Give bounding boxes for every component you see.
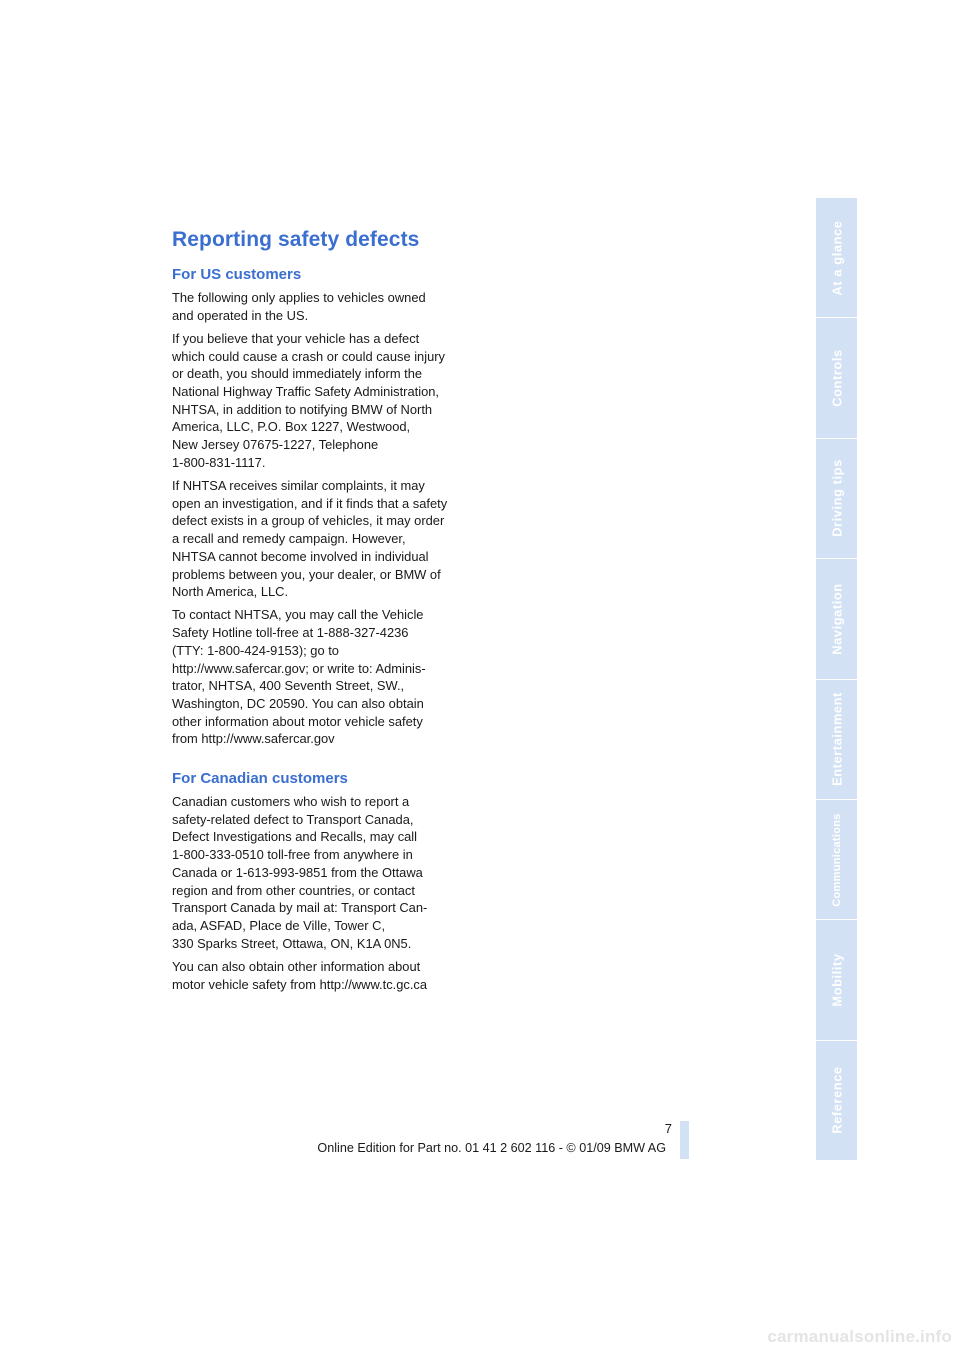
tab-entertainment[interactable] bbox=[816, 680, 857, 800]
tab-label: At a glance bbox=[829, 220, 844, 296]
watermark: carmanualsonline.info bbox=[767, 1327, 952, 1346]
tab-at-a-glance[interactable] bbox=[816, 198, 857, 318]
paragraph: You can also obtain other information about motor vehicle safety from http://www.tc.gc.ca bbox=[172, 958, 428, 992]
tab-label: Communications bbox=[830, 812, 843, 907]
paragraph: Canadian customers who wish to report a safety-related defect to Transport Canada, Defect Investigations and Recalls, may call 1-800-333-0510 toll-free from anywhere in Canada or 1-613-993-9851 from the Ottawa region and from other countries, or contact Transport Canada by mail at: Transport Can- ada, ASFAD, Place de Ville, Tower C, 330 Sparks Street, Ottawa, ON, K1A 0N5. bbox=[172, 794, 428, 951]
footer-edition: Online Edition for Part no. 01 41 2 602 116 - © 01/09 BMW AG bbox=[317, 1141, 666, 1155]
section-heading-us: For US customers bbox=[172, 266, 302, 283]
tab-label: Driving tips bbox=[829, 459, 844, 538]
page-number: 7 bbox=[664, 1121, 672, 1136]
chapter-tabs bbox=[816, 198, 857, 1160]
tab-reference[interactable] bbox=[816, 1041, 857, 1160]
paragraph: If you believe that your vehicle has a defect which could cause a crash or could cause injury or death, you should immediately inform the National Highway Traffic Safety Administration, NHTSA, in addition to notifying BMW of North America, LLC, P.O. Box 1227, Westwood, New Jersey 07675-1227, Telephone 1-800-831-1117. bbox=[172, 330, 445, 470]
section-heading-canada: For Canadian customers bbox=[172, 770, 348, 788]
section-us-customers bbox=[172, 266, 466, 748]
paragraph: The following only applies to vehicles owned and operated in the US. bbox=[172, 290, 426, 323]
tab-label: Mobility bbox=[829, 953, 844, 1007]
tab-label: Entertainment bbox=[829, 692, 844, 787]
tab-label: Navigation bbox=[829, 583, 844, 655]
paragraph: To contact NHTSA, you may call the Vehicle Safety Hotline toll-free at 1-888-327-4236 (TTY: 1-800-424-9153); go to http://www.safercar.gov; or write to: Adminis- trator, NHTSA, 400 Seventh Street, SW., Washington, DC 20590. You can also obtain other information about motor vehicle safety from http://www.safercar.gov bbox=[172, 607, 426, 747]
section-canadian-customers bbox=[172, 770, 466, 993]
tab-label: Reference bbox=[829, 1066, 844, 1134]
tab-communications[interactable] bbox=[816, 800, 857, 920]
tab-label: Controls bbox=[829, 349, 844, 407]
main-content bbox=[172, 228, 466, 999]
page-marker bbox=[680, 1121, 689, 1159]
tab-navigation[interactable] bbox=[816, 559, 857, 679]
paragraph: If NHTSA receives similar complaints, it may open an investigation, and if it finds that a safety defect exists in a group of vehicles, it may order a recall and remedy campaign. However, NHTSA cannot become involved in individual problems between you, your dealer, or BMW of North America, LLC. bbox=[172, 478, 448, 600]
tab-controls[interactable] bbox=[816, 318, 857, 438]
tab-mobility[interactable] bbox=[816, 920, 857, 1040]
page-title: Reporting safety defects bbox=[172, 228, 420, 251]
tab-driving-tips[interactable] bbox=[816, 439, 857, 559]
